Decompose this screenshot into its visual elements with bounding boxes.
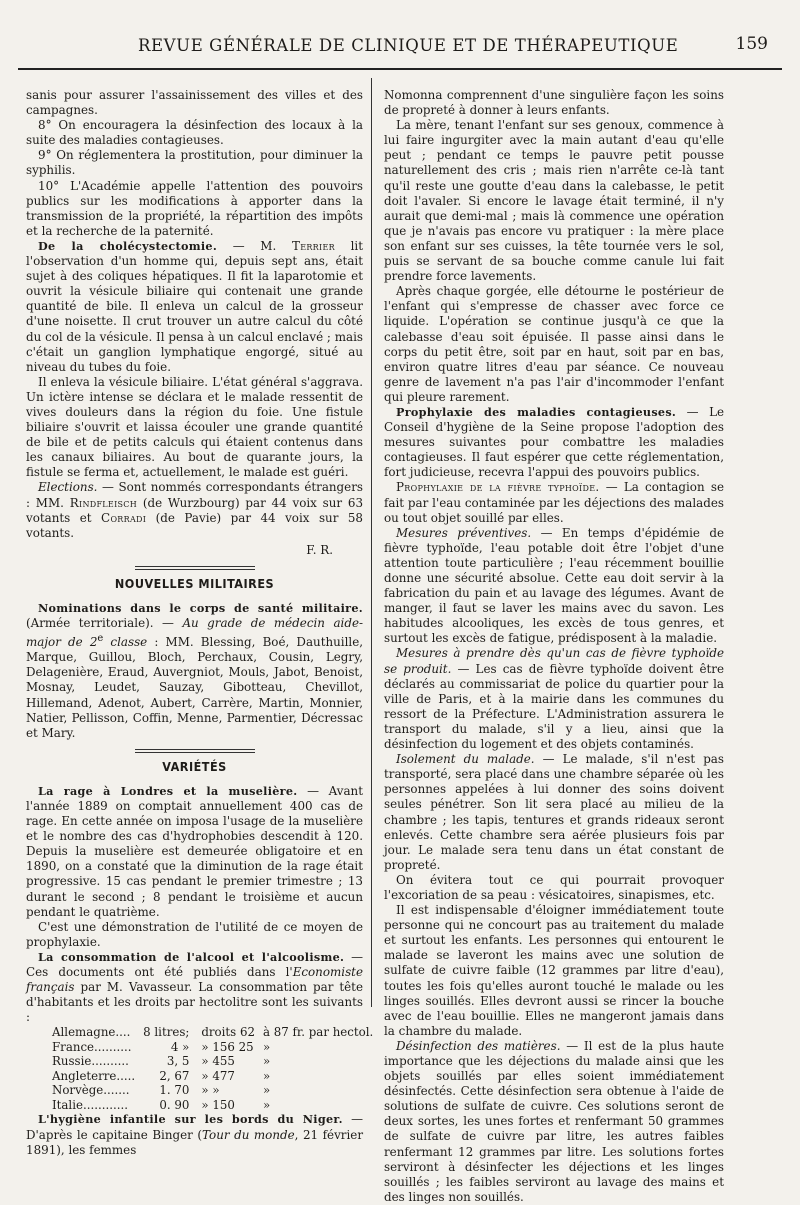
table-row: France.......... 4 » » 156 25 »	[52, 1039, 271, 1054]
section-title: NOUVELLES MILITAIRES	[114, 575, 275, 591]
paragraph: C'est une démonstration de l'utilité de ce moyen de prophylaxie.	[26, 919, 363, 949]
section-heading	[26, 566, 363, 591]
right-column	[384, 88, 724, 1205]
paragraph: On évitera tout ce qui pourrait provoquer l'excoriation de sa peau : vésicatoires, sinapismes, etc.	[384, 872, 724, 902]
author-name: Terrier	[291, 238, 335, 253]
run-in-heading: La rage à Londres et la muselière.	[38, 783, 298, 798]
run-in-heading: Prophylaxie des maladies contagieuses.	[396, 404, 677, 419]
table-row: Angleterre..... 2, 67 » 477 »	[52, 1068, 271, 1083]
elections-paragraph: Elections. — Sont nommés correspondants étrangers : MM. Rindfleisch (de Wurzbourg) par 44 voix sur 63 votants et Corradi (de Pavie) par 44 voix sur 58 votants.	[26, 480, 364, 540]
paragraph: La mère, tenant l'enfant sur ses genoux, commence à lui faire ingurgiter avec la main autant d'eau qu'elle peut ; pendant ce temps le pauvre petit pousse naturellement des cris ; mais rien n'arrête ce-là tant qu'il reste une goutte d'eau dans la calebasse, le petit doit l'avaler. Si encore le lavage était terminé, il n'y aurait que demi-mal ; mais là commence une opération que je n'avais pas encore vu pratiquer : la mère place son enfant sur ses cuisses, la tête tournée vers le sol, puis se servant de sa bouche comme canule lui fait prendre force lavements.	[384, 118, 724, 284]
paragraph: Après chaque gorgée, elle détourne le postérieur de l'enfant qui s'empresse de chasser avec force ce liquide. L'opération se continue jusqu'à ce que la calebasse d'eau soit épuisée. Il passe ainsi dans le corps du petit être, soit par en haut, soit par en bas, environ quatre litres d'eau par séance. Ce nouveau genre de lavement n'a pas l'air d'incommoder l'enfant qui pleure rarement.	[384, 284, 724, 404]
left-column	[26, 88, 374, 1158]
run-in-heading: Prophylaxie de la fièvre typhoïde.	[396, 480, 600, 495]
consommation-paragraph: La consommation de l'alcool et l'alcoolisme. — Ces documents ont été publiés dans l'Economiste français par M. Vavasseur. La consommation par tête d'habitants et les droits par hectolitre sont les suivants :	[26, 949, 364, 1025]
run-in-heading: De la cholécystectomie.	[38, 238, 218, 253]
paragraph: Il enleva la vésicule biliaire. L'état général s'aggrava. Un ictère intense se déclara et le malade ressentit de vives douleurs dans la région du foie. Une fistule biliaire s'ouvrit et laissa écouler une grande quantité de bile et de petits calculs qui étaient contenus dans les canaux biliaires. Au bout de quarante jours, la fistule se ferma et, actuellement, le malade est guéri.	[26, 374, 363, 480]
consumption-table	[48, 1025, 377, 1112]
rage-paragraph: La rage à Londres et la muselière. — Avant l'année 1889 on comptait annuellement 400 cas de rage. En cette année on imposa l'usage de la muselière et le nombre des cas d'hydrophobies descendit à 120. Depuis la muselière est demeurée obligatoire et en 1890, on a constaté que la diminution de la rage était progressive. 15 cas pendant le premier trimestre ; 13 durant le second ; 8 pendant le troisième et aucun pendant le quatrième.	[26, 783, 363, 919]
run-in-heading: Mesures préventives.	[396, 525, 532, 540]
paragraph: Il est indispensable d'éloigner immédiatement toute personne qui ne concourt pas au traitement du malade et surtout les enfants. Les personnes qui entourent le malade se laveront les mains avec une solution de sulfate de cuivre faible (12 grammes par litre d'eau), toutes les fois qu'elles auront touché le malade ou les linges souillés. Elles devront aussi se rincer la bouche avec de l'eau bouillie. Elles ne mangeront jamais dans la chambre du malade.	[384, 903, 724, 1038]
signature: F. R.	[306, 542, 333, 557]
run-in-heading: L'hygiène infantile sur les bords du Niger.	[38, 1112, 343, 1127]
section-heading	[26, 749, 363, 774]
section-rule	[135, 566, 255, 570]
section-rule	[135, 749, 255, 753]
paragraph: sanis pour assurer l'assainissement des villes et des campagnes.	[26, 88, 363, 118]
prophylaxie-paragraph: Prophylaxie des maladies contagieuses. — Le Conseil d'hygiène de la Seine propose l'adoption des mesures suivantes pour combattre les maladies contagieuses. Il faut espérer que cette réglementation, fort judicieuse, recevra l'appui des pouvoirs publics.	[384, 404, 725, 480]
table-row: Italie............ 0. 90 » 150 »	[52, 1097, 271, 1112]
desinfection-paragraph: Désinfection des matières. — Il est de la plus haute importance que les déjections du malade ainsi que les objets souillés par elles soient immédiatement désinfectés. Cette désinfection sera obtenue à l'aide de solutions de sulfate de cuivre. Ces solutions seront de deux sortes, les unes fortes et renfermant 50 grammes de sulfate de cuivre par litre, les autres faibles renfermant 12 grammes par litre. Les solutions fortes serviront à désinfecter les déjections et les linges souillés ; les faibles serviront au lavage des mains et des linges non souillés.	[384, 1038, 725, 1204]
page-number: 159	[735, 34, 768, 54]
section-title: VARIÉTÉS	[162, 758, 227, 774]
paragraph: 8° On encouragera la désinfection des locaux à la suite des maladies contagieuses.	[26, 118, 363, 148]
isolement-paragraph: Isolement du malade. — Le malade, s'il n'est pas transporté, sera placé dans une chambre séparée où les personnes appelées à lui donner des soins doivent seules pénétrer. Son lit sera placé au milieu de la chambre ; les tapis, tentures et grands rideaux seront enlevés. Cette chambre sera aérée plusieurs fois par jour. Le malade sera tenu dans un état constant de propreté.	[384, 752, 724, 872]
table-row: Allemagne.... 8 litres; droits 62 à 87 fr. par hectol.	[52, 1025, 374, 1040]
run-in-heading: La consommation de l'alcool et l'alcoolisme.	[38, 949, 345, 964]
paragraph: 9° On réglementera la prostitution, pour diminuer la syphilis.	[26, 148, 363, 178]
header-rule	[18, 68, 782, 70]
typhoide-paragraph: Prophylaxie de la fièvre typhoïde. — La contagion se fait par l'eau contaminée par les déjections des malades ou tout objet souillé par elles.	[384, 480, 724, 525]
run-in-heading: Mesures à prendre dès qu'un cas de fièvre typhoïde se produit.	[384, 646, 724, 676]
mesures-paragraph: Mesures préventives. — En temps d'épidémie de fièvre typhoïde, l'eau potable doit être l'objet d'une attention toute particulière ; l'eau récemment bouillie donne une sécurité absolue. Cette eau doit servir à la fabrication du pain et au lavage des légumes. Avant de manger, il faut se laver les mains avec du savon. Les habitudes alcooliques, les excès de tous genres, et surtout les excès de fatigue, prédisposent à la maladie.	[384, 525, 724, 646]
column-divider	[371, 78, 372, 1007]
running-title: REVUE GÉNÉRALE DE CLINIQUE ET DE THÉRAPEUTIQUE	[138, 36, 679, 55]
table-row: Norvège....... 1. 70 » » »	[52, 1083, 271, 1098]
run-in-heading: Nominations dans le corps de santé militaire.	[38, 601, 363, 615]
cholecystectomie-paragraph: De la cholécystectomie. — M. Terrier lit l'observation d'un homme qui, depuis sept ans, était sujet à des coliques hépatiques. Il fit la laparotomie et ouvrit la vésicule biliaire qui contenait une grande quantité de bile. Il enleva un calcul de la grosseur d'une noisette. Il crut trouver un autre calcul du côté du col de la vésicule. Il pensa à un calcul enclavé ; mais c'était un ganglion lymphatique engorgé, situé au niveau du tubes du foie.	[26, 238, 363, 374]
hygiene-paragraph: L'hygiène infantile sur les bords du Niger. — D'après le capitaine Binger (Tour du monde, 21 février 1891), les femmes	[26, 1112, 363, 1157]
mesures-cas-paragraph: Mesures à prendre dès qu'un cas de fièvre typhoïde se produit. — Les cas de fièvre typhoïde doivent être déclarés au commissariat de police du quartier pour la ville de Paris, et à la mairie dans les communes du ressort de la Préfecture. L'Administration assurera le transport du malade, s'il y a lieu, ainsi que la désinfection du logement et des objets contaminés.	[384, 646, 724, 752]
run-in-heading: Désinfection des matières.	[396, 1038, 561, 1053]
paragraph: 10° L'Académie appelle l'attention des pouvoirs publics sur les modifications à apporter dans la transmission de la propriété, la répartition des impôts et la recherche de la paternité.	[26, 178, 363, 238]
nominations-paragraph: Nominations dans le corps de santé militaire. (Armée territoriale). — Au grade de médecin aide-major de 2e classe : MM. Blessing, Boé, Dauthuille, Marque, Guillou, Bloch, Perchaux, Cousin, Legry, Delagenière, Eraud, Auvergniot, Mouls, Jabot, Benoist, Mosnay, Leudet, Sauzay, Gibotteau, Chevillot, Hillemand, Adenot, Aubert, Carrère, Martin, Monnier, Natier, Pellisson, Coffin, Menne, Parmentier, Décressac et Mary.	[26, 601, 364, 740]
run-in-heading: Isolement du malade.	[396, 752, 535, 767]
run-in-heading: Elections.	[38, 480, 98, 495]
table-row: Russie.......... 3, 5 » 455 »	[52, 1054, 271, 1069]
page-header	[18, 30, 782, 60]
paragraph: Nomonna comprennent d'une singulière façon les soins de propreté à donner à leurs enfants.	[384, 88, 724, 118]
